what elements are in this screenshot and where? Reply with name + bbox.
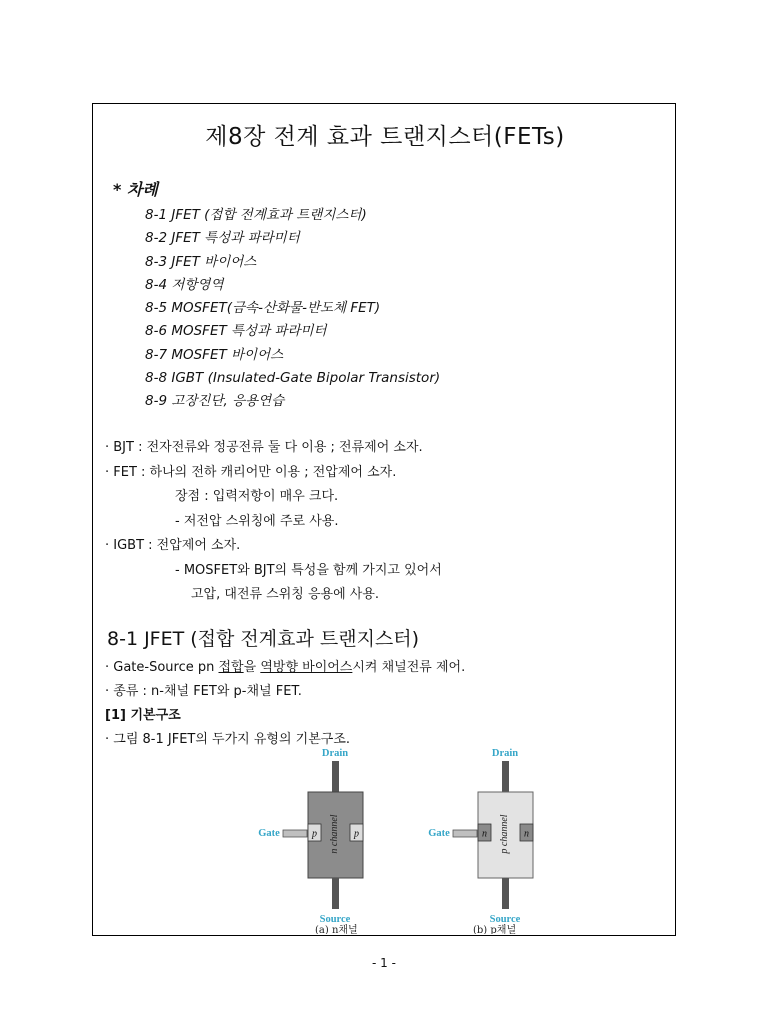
underlined-term: 역방향 바이어스	[260, 660, 353, 675]
drain-label: Drain	[491, 748, 519, 759]
text-run: · Gate-Source pn	[105, 660, 219, 675]
bullet-fet: · FET : 하나의 전하 캐리어만 이용 ; 전압제어 소자.	[105, 464, 397, 480]
gate-lead	[453, 830, 477, 837]
n-region-label: n	[524, 828, 529, 840]
section-line-figure-ref: · 그림 8-1 JFET의 두가지 유형의 기본구조.	[105, 732, 351, 747]
drain-label: Drain	[321, 748, 349, 759]
gate-label: Gate	[258, 828, 280, 839]
underlined-term: 접합	[218, 660, 244, 675]
gate-lead	[283, 830, 307, 837]
toc-item: 8-9 고장진단, 응용연습	[145, 393, 285, 410]
drain-lead	[502, 761, 509, 792]
toc-item: 8-2 JFET 특성과 파라미터	[145, 230, 300, 247]
section-line-gate-source	[105, 656, 465, 680]
toc-item: 8-8 IGBT (Insulated-Gate Bipolar Transistor)	[145, 370, 441, 387]
toc-item: 8-7 MOSFET 바이어스	[145, 346, 284, 363]
p-channel-jfet-diagram	[428, 748, 533, 934]
intro-bullets	[105, 436, 442, 608]
n-channel-jfet-diagram	[258, 748, 363, 934]
page-frame	[92, 103, 676, 936]
toc-item: 8-5 MOSFET(금속-산화물-반도체 FET)	[145, 300, 381, 317]
channel-label: n channel	[329, 814, 340, 854]
section-body	[105, 656, 465, 752]
channel-label: p channel	[499, 814, 510, 854]
toc-list	[145, 204, 440, 414]
source-lead	[332, 878, 339, 909]
p-region-label: p	[312, 828, 317, 840]
bullet-fet-advantage: 장점 : 입력저항이 매우 크다.	[175, 489, 339, 504]
text-run: 을	[243, 660, 261, 675]
bullet-bjt: · BJT : 전자전류와 정공전류 둘 다 이용 ; 전류제어 소자.	[105, 440, 423, 455]
section-heading: 8-1 JFET (접합 전계효과 트랜지스터)	[107, 628, 420, 650]
toc-item: 8-4 저항영역	[145, 276, 224, 293]
text-run: 시켜 채널전류 제어.	[352, 660, 466, 675]
bullet-fet-use: - 저전압 스위칭에 주로 사용.	[175, 513, 339, 529]
source-lead	[502, 878, 509, 909]
source-label: Source	[489, 914, 521, 925]
toc-item: 8-3 JFET 바이어스	[145, 253, 257, 270]
bullet-igbt-desc-2: 고압, 대전류 스위칭 응용에 사용.	[191, 587, 380, 602]
toc-item: 8-6 MOSFET 특성과 파라미터	[145, 323, 327, 340]
n-region-label: n	[482, 828, 487, 840]
gate-label: Gate	[428, 828, 450, 839]
bullet-igbt-desc-1: - MOSFET와 BJT의 특성을 함께 가지고 있어서	[175, 562, 442, 578]
jfet-structure-figure	[255, 744, 615, 934]
section-line-types: · 종류 : n-채널 FET와 p-채널 FET.	[105, 684, 302, 699]
page-title: 제8장 전계 효과 트랜지스터(FETs)	[205, 124, 565, 150]
p-region-label: p	[354, 828, 359, 840]
figure-caption-b: (b) p채널	[473, 925, 517, 934]
bullet-igbt: · IGBT : 전압제어 소자.	[105, 538, 241, 553]
page-number: - 1 -	[372, 956, 396, 970]
subsection-heading: [1] 기본구조	[105, 708, 181, 723]
toc-heading: * 차례	[113, 180, 158, 199]
toc-item: 8-1 JFET (접합 전계효과 트랜지스터)	[145, 207, 367, 223]
source-label: Source	[319, 914, 351, 925]
figure-caption-a: (a) n채널	[315, 925, 358, 934]
drain-lead	[332, 761, 339, 792]
